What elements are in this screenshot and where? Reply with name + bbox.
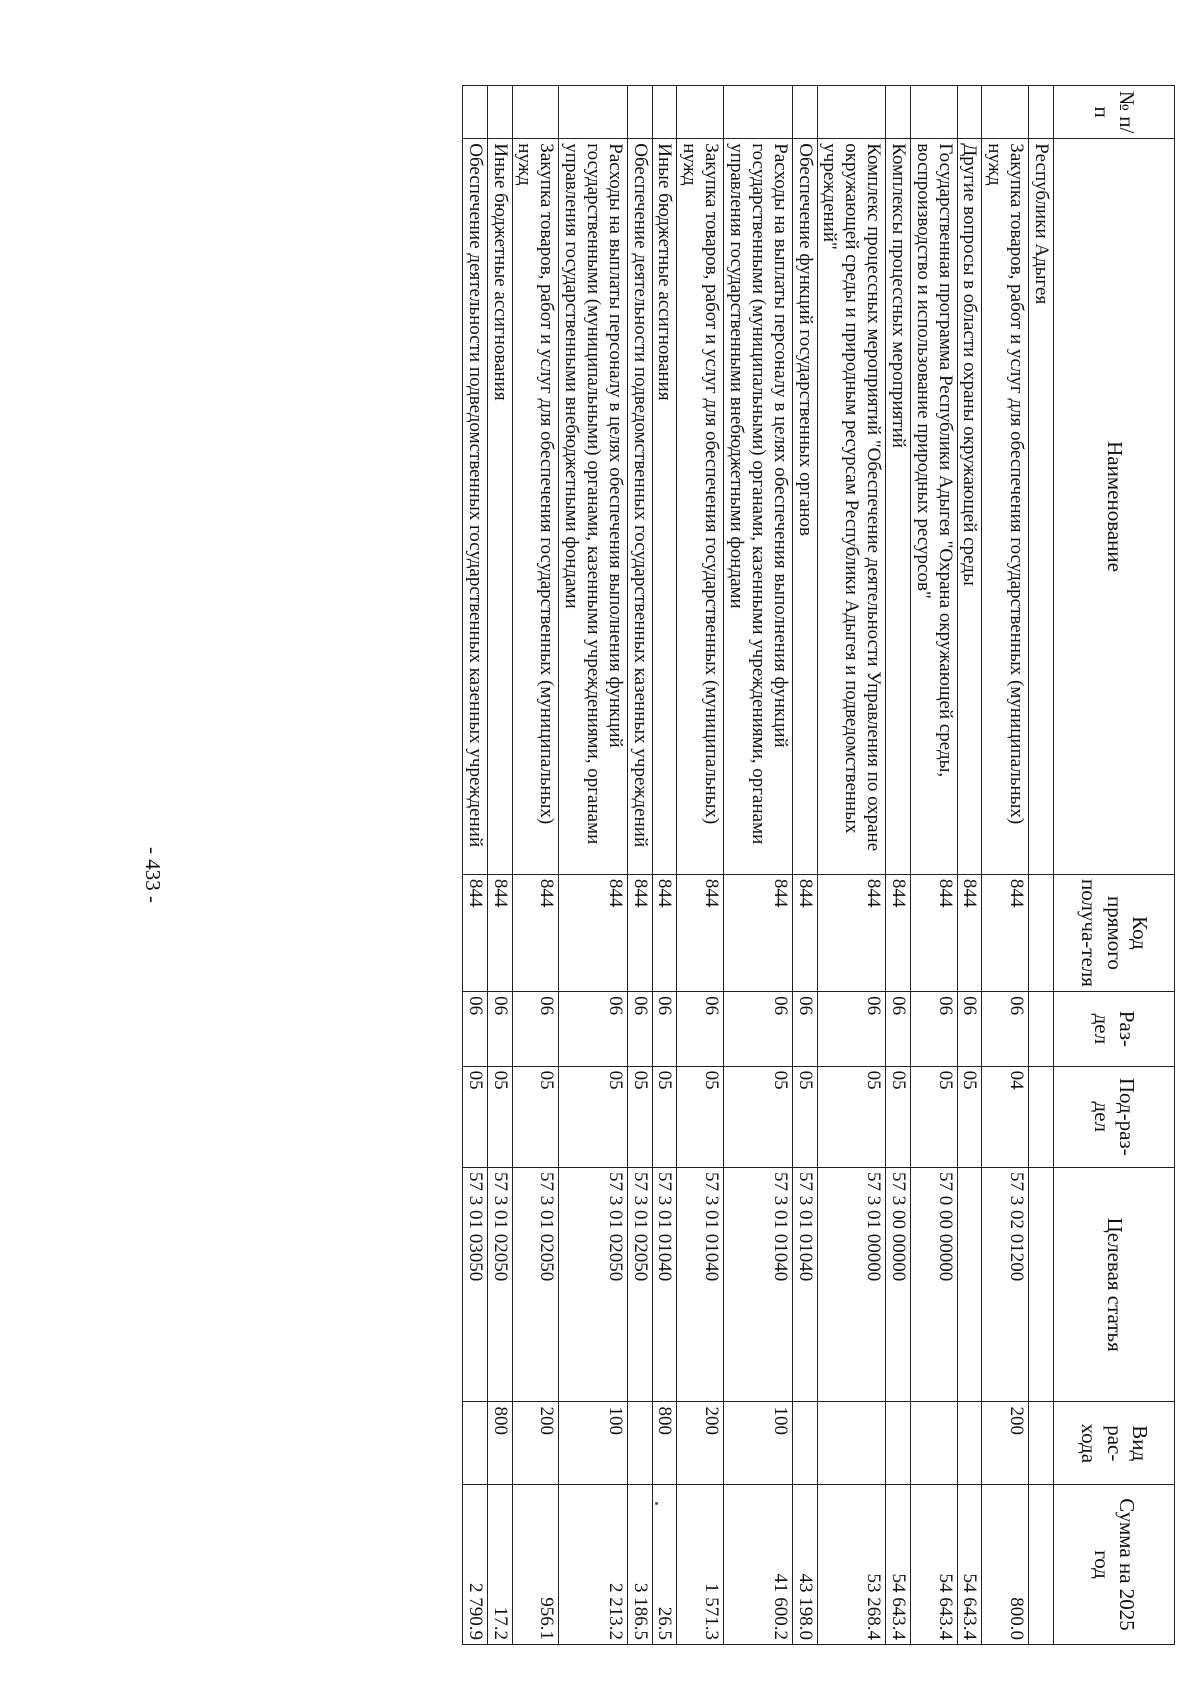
row-article: 57 3 01 03050 bbox=[462, 1167, 487, 1402]
row-recipient: 844 bbox=[982, 874, 1029, 991]
row-subsection: 05 bbox=[627, 1066, 652, 1167]
rotated-page bbox=[115, 85, 1175, 1665]
row-amount: 17.2 bbox=[487, 1485, 512, 1645]
row-amount bbox=[1029, 1485, 1054, 1645]
row-subsection: 05 bbox=[559, 1066, 628, 1167]
row-article: 57 3 01 02050 bbox=[487, 1167, 512, 1402]
row-section: 06 bbox=[957, 992, 982, 1067]
row-subsection bbox=[1029, 1066, 1054, 1167]
table-row bbox=[957, 86, 982, 1645]
row-num bbox=[677, 86, 724, 139]
row-expense-type: 100 bbox=[724, 1402, 793, 1485]
row-article bbox=[957, 1167, 982, 1402]
row-name: Обеспечение функций государственных органов bbox=[792, 139, 817, 875]
row-recipient bbox=[1029, 874, 1054, 991]
header-num: № п/п bbox=[1054, 86, 1175, 139]
row-name: Государственная программа Республики Адыгея "Охрана окружающей среды, воспроизводство и использование природных ресурсов" bbox=[910, 139, 957, 875]
row-amount: 2 790.9 bbox=[462, 1485, 487, 1645]
row-recipient: 844 bbox=[512, 874, 559, 991]
row-name: Обеспечение деятельности подведомственных государственных казенных учреждений bbox=[462, 139, 487, 875]
row-section bbox=[1029, 992, 1054, 1067]
row-num bbox=[957, 86, 982, 139]
row-expense-type bbox=[886, 1402, 911, 1485]
table-row bbox=[817, 86, 886, 1645]
row-subsection: 05 bbox=[677, 1066, 724, 1167]
row-subsection: 05 bbox=[724, 1066, 793, 1167]
row-recipient: 844 bbox=[627, 874, 652, 991]
header-recipient: Код прямого получа-теля bbox=[1054, 874, 1175, 991]
header-subsection: Под-раз-дел bbox=[1054, 1066, 1175, 1167]
page-number: - 433 - bbox=[141, 847, 165, 903]
row-expense-type: 800 bbox=[487, 1402, 512, 1485]
row-expense-type bbox=[817, 1402, 886, 1485]
row-num bbox=[462, 86, 487, 139]
row-amount: 26.5 bbox=[652, 1485, 677, 1645]
row-num bbox=[512, 86, 559, 139]
row-section: 06 bbox=[982, 992, 1029, 1067]
row-name: Иные бюджетные ассигнования bbox=[652, 139, 677, 875]
row-expense-type bbox=[957, 1402, 982, 1485]
row-subsection: 05 bbox=[487, 1066, 512, 1167]
header-name: Наименование bbox=[1054, 139, 1175, 875]
table-row bbox=[559, 86, 628, 1645]
header-section: Раз-дел bbox=[1054, 992, 1175, 1067]
row-amount: 1 571.3 bbox=[677, 1485, 724, 1645]
row-section: 06 bbox=[792, 992, 817, 1067]
row-section: 06 bbox=[652, 992, 677, 1067]
row-recipient: 844 bbox=[910, 874, 957, 991]
row-num bbox=[886, 86, 911, 139]
row-expense-type: 200 bbox=[677, 1402, 724, 1485]
row-num bbox=[559, 86, 628, 139]
row-section: 06 bbox=[627, 992, 652, 1067]
row-name: Расходы на выплаты персоналу в целях обеспечения выполнения функций государственными (муниципальными) органами, казенными учреждениями, органами управления государственными внебюджетными фондами bbox=[559, 139, 628, 875]
row-article bbox=[1029, 1167, 1054, 1402]
row-section: 06 bbox=[487, 992, 512, 1067]
row-recipient: 844 bbox=[817, 874, 886, 991]
row-name: Закупка товаров, работ и услуг для обеспечения государственных (муниципальных) нужд bbox=[677, 139, 724, 875]
table-row bbox=[1029, 86, 1054, 1645]
row-recipient: 844 bbox=[792, 874, 817, 991]
row-num bbox=[487, 86, 512, 139]
row-num bbox=[1029, 86, 1054, 139]
row-name: Закупка товаров, работ и услуг для обеспечения государственных (муниципальных) нужд bbox=[512, 139, 559, 875]
row-subsection: 05 bbox=[512, 1066, 559, 1167]
row-amount: 54 643.4 bbox=[957, 1485, 982, 1645]
row-subsection: 05 bbox=[817, 1066, 886, 1167]
row-name: Комплексы процессных мероприятий bbox=[886, 139, 911, 875]
table-row bbox=[982, 86, 1029, 1645]
row-expense-type bbox=[627, 1402, 652, 1485]
row-subsection: 05 bbox=[910, 1066, 957, 1167]
row-recipient: 844 bbox=[677, 874, 724, 991]
row-article: 57 3 01 02050 bbox=[512, 1167, 559, 1402]
row-section: 06 bbox=[886, 992, 911, 1067]
row-subsection: 05 bbox=[652, 1066, 677, 1167]
row-section: 06 bbox=[559, 992, 628, 1067]
row-expense-type: 100 bbox=[559, 1402, 628, 1485]
table-row bbox=[677, 86, 724, 1645]
row-article: 57 3 01 01040 bbox=[652, 1167, 677, 1402]
table-row bbox=[886, 86, 911, 1645]
row-amount: 43 198.0 bbox=[792, 1485, 817, 1645]
row-amount: 3 186.5 bbox=[627, 1485, 652, 1645]
row-num bbox=[627, 86, 652, 139]
row-section: 06 bbox=[462, 992, 487, 1067]
row-section: 06 bbox=[512, 992, 559, 1067]
row-name: Другие вопросы в области охраны окружающей среды bbox=[957, 139, 982, 875]
row-name: Расходы на выплаты персоналу в целях обеспечения выполнения функций государственными (муниципальными) органами, казенными учреждениями, органами управления государственными внебюджетными фондами bbox=[724, 139, 793, 875]
row-num bbox=[724, 86, 793, 139]
row-article: 57 3 01 01040 bbox=[724, 1167, 793, 1402]
row-amount: 41 600.2 bbox=[724, 1485, 793, 1645]
row-subsection: 05 bbox=[462, 1066, 487, 1167]
row-article: 57 3 00 00000 bbox=[886, 1167, 911, 1402]
row-subsection: 05 bbox=[792, 1066, 817, 1167]
row-expense-type bbox=[792, 1402, 817, 1485]
row-recipient: 844 bbox=[957, 874, 982, 991]
row-amount: 2 213.2 bbox=[559, 1485, 628, 1645]
row-expense-type bbox=[1029, 1402, 1054, 1485]
row-recipient: 844 bbox=[724, 874, 793, 991]
row-num bbox=[652, 86, 677, 139]
table-row bbox=[910, 86, 957, 1645]
scan-speck bbox=[655, 1502, 658, 1505]
table-row bbox=[487, 86, 512, 1645]
table-row bbox=[792, 86, 817, 1645]
row-name: Закупка товаров, работ и услуг для обеспечения государственных (муниципальных) нужд bbox=[982, 139, 1029, 875]
row-expense-type bbox=[462, 1402, 487, 1485]
row-num bbox=[792, 86, 817, 139]
table-row bbox=[462, 86, 487, 1645]
table-row bbox=[724, 86, 793, 1645]
row-amount: 53 268.4 bbox=[817, 1485, 886, 1645]
table-body bbox=[462, 86, 1053, 1645]
header-amount: Сумма на 2025 год bbox=[1054, 1485, 1175, 1645]
header-expense-type: Вид рас-хода bbox=[1054, 1402, 1175, 1485]
row-num bbox=[910, 86, 957, 139]
row-expense-type bbox=[910, 1402, 957, 1485]
row-expense-type: 200 bbox=[982, 1402, 1029, 1485]
row-subsection: 05 bbox=[886, 1066, 911, 1167]
row-recipient: 844 bbox=[559, 874, 628, 991]
row-section: 06 bbox=[817, 992, 886, 1067]
table-row bbox=[512, 86, 559, 1645]
row-article: 57 3 01 00000 bbox=[817, 1167, 886, 1402]
row-article: 57 3 01 02050 bbox=[627, 1167, 652, 1402]
row-section: 06 bbox=[677, 992, 724, 1067]
row-num bbox=[982, 86, 1029, 139]
table-row bbox=[652, 86, 677, 1645]
row-article: 57 0 00 00000 bbox=[910, 1167, 957, 1402]
row-num bbox=[817, 86, 886, 139]
row-section: 06 bbox=[724, 992, 793, 1067]
row-recipient: 844 bbox=[886, 874, 911, 991]
row-expense-type: 200 bbox=[512, 1402, 559, 1485]
row-article: 57 3 01 01040 bbox=[677, 1167, 724, 1402]
row-amount: 54 643.4 bbox=[886, 1485, 911, 1645]
row-amount: 956.1 bbox=[512, 1485, 559, 1645]
row-section: 06 bbox=[910, 992, 957, 1067]
row-amount: 54 643.4 bbox=[910, 1485, 957, 1645]
row-article: 57 3 01 02050 bbox=[559, 1167, 628, 1402]
row-name: Иные бюджетные ассигнования bbox=[487, 139, 512, 875]
row-subsection: 04 bbox=[982, 1066, 1029, 1167]
row-recipient: 844 bbox=[487, 874, 512, 991]
row-article: 57 3 01 01040 bbox=[792, 1167, 817, 1402]
row-expense-type: 800 bbox=[652, 1402, 677, 1485]
budget-table bbox=[462, 85, 1175, 1645]
row-name: Обеспечение деятельности подведомственных государственных казенных учреждений bbox=[627, 139, 652, 875]
header-article: Целевая статья bbox=[1054, 1167, 1175, 1402]
row-amount: 800.0 bbox=[982, 1485, 1029, 1645]
table-header-row bbox=[1054, 86, 1175, 1645]
row-recipient: 844 bbox=[652, 874, 677, 991]
table-row bbox=[627, 86, 652, 1645]
row-name: Республики Адыгея bbox=[1029, 139, 1054, 875]
row-subsection: 05 bbox=[957, 1066, 982, 1167]
row-name: Комплекс процессных мероприятий "Обеспечение деятельности Управления по охране окружающей среды и природным ресурсам Республики Адыгея и подведомственных учреждений" bbox=[817, 139, 886, 875]
row-article: 57 3 02 01200 bbox=[982, 1167, 1029, 1402]
row-recipient: 844 bbox=[462, 874, 487, 991]
